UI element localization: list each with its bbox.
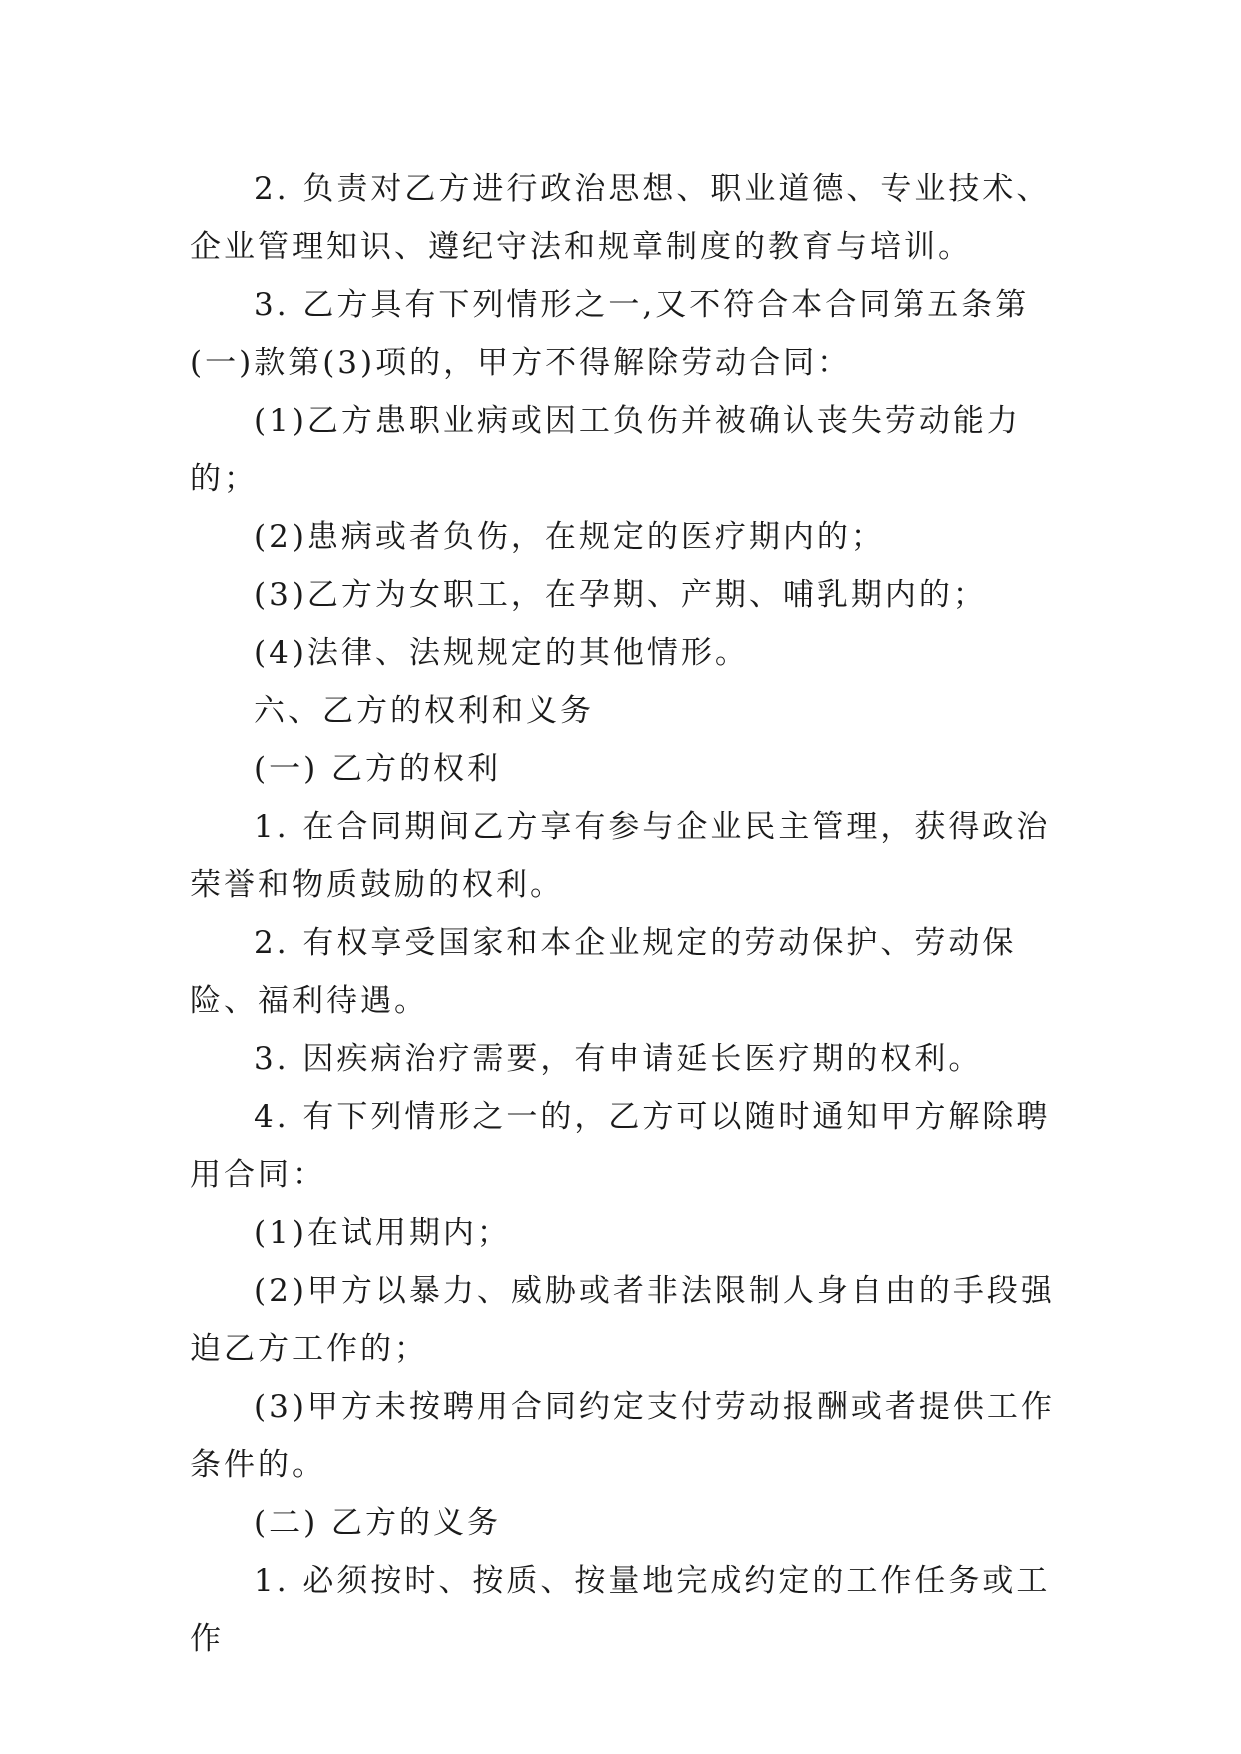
paragraph-unpaid-remuneration: (3)甲方未按聘用合同约定支付劳动报酬或者提供工作条件的。 [190,1389,1055,1483]
paragraph-extend-medical-period: 3. 因疾病治疗需要，有申请延长医疗期的权利。 [254,1041,983,1077]
subsection-heading-rights: (一) 乙方的权利 [254,751,502,787]
paragraph-training-duty: 2. 负责对乙方进行政治思想、职业道德、专业技术、企业管理知识、遵纪守法和规章制度的教育与培训。 [190,171,1051,265]
paragraph-no-termination-conditions: 3. 乙方具有下列情形之一,又不符合本合同第五条第(一)款第(3)项的，甲方不得解除劳动合同： [190,287,1030,381]
paragraph-medical-period: (2)患病或者负伤，在规定的医疗期内的； [254,519,885,555]
paragraph-probation: (1)在试用期内； [254,1215,511,1251]
paragraph-occupational-disease: (1)乙方患职业病或因工负伤并被确认丧失劳动能力的； [190,403,1021,497]
paragraph-other-legal: (4)法律、法规规定的其他情形。 [254,635,749,671]
section-heading-rights-obligations: 六、乙方的权利和义务 [254,693,594,729]
paragraph-forced-labor: (2)甲方以暴力、威胁或者非法限制人身自由的手段强迫乙方工作的； [190,1273,1055,1367]
paragraph-terminate-anytime: 4. 有下列情形之一的，乙方可以随时通知甲方解除聘用合同： [190,1099,1051,1193]
paragraph-labor-protection: 2. 有权享受国家和本企业规定的劳动保护、劳动保险、福利待遇。 [190,925,1017,1019]
paragraph-complete-tasks: 1. 必须按时、按质、按量地完成约定的工作任务或工作 [190,1563,1051,1657]
paragraph-democratic-management: 1. 在合同期间乙方享有参与企业民主管理，获得政治荣誉和物质鼓励的权利。 [190,809,1051,903]
paragraph-female-employee: (3)乙方为女职工，在孕期、产期、哺乳期内的； [254,577,987,613]
document-body [190,160,1060,1668]
subsection-heading-obligations: (二) 乙方的义务 [254,1505,502,1541]
